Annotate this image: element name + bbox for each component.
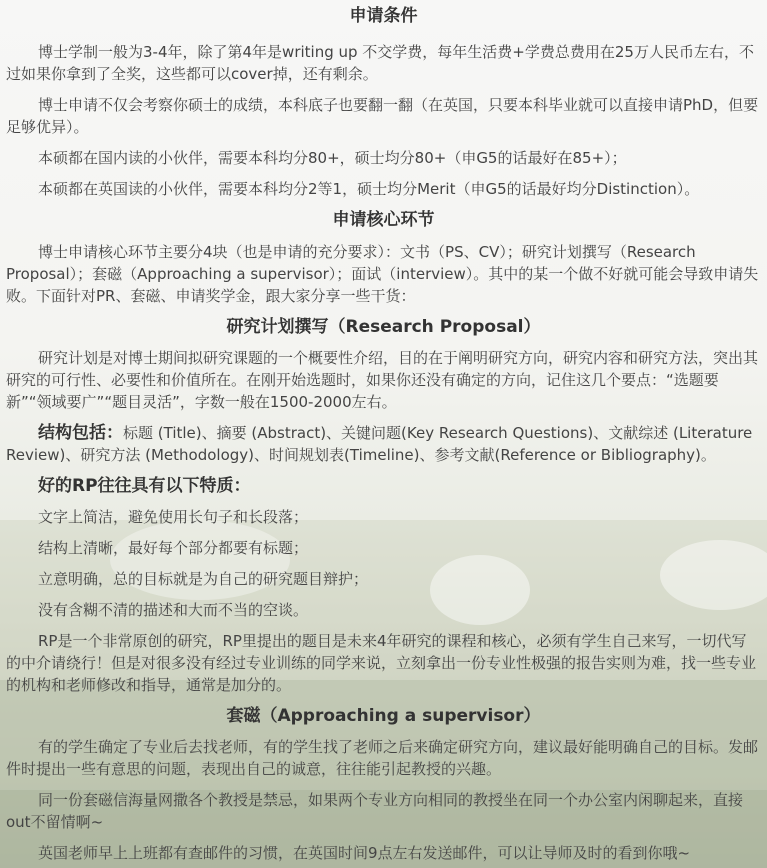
paragraph: 同一份套磁信海量网撒各个教授是禁忌，如果两个专业方向相同的教授坐在同一个办公室内闲聊起来，直接out不留情啊~	[6, 791, 744, 831]
trait-item: 结构上清晰，最好每个部分都要有标题；	[38, 539, 309, 557]
paragraph: 博士申请不仅会考察你硕士的成绩，本科底子也要翻一翻（在英国，只要本科毕业就可以直接申请PhD，但要足够优异）。	[6, 96, 759, 136]
paragraph: 有的学生确定了专业后去找老师，有的学生找了老师之后来确定研究方向，建议最好能明确自己的目标。发邮件时提出一些有意思的问题，表现出自己的诚意，往往能引起教授的兴趣。	[6, 738, 759, 778]
section-research-proposal	[6, 307, 761, 696]
trait-item: 没有含糊不清的描述和大而不当的空谈。	[38, 601, 309, 619]
paragraph: RP是一个非常原创的研究，RP里提出的题目是未来4年研究的课程和核心，必须有学生自己来写，一切代写的中介请绕行！但是对很多没有经过专业训练的同学来说，立刻拿出一份专业性极强的报告实则为难，找一些专业的机构和老师修改和指导，通常是加分的。	[6, 632, 757, 694]
paragraph: 博士学制一般为3-4年，除了第4年是writing up 不交学费，每年生活费+学费总费用在25万人民币左右，不过如果你拿到了全奖，这些都可以cover掉，还有剩余。	[6, 43, 754, 83]
heading-core-steps: 申请核心环节	[332, 210, 435, 230]
paragraph: 英国老师早上上班都有查邮件的习惯，在英国时间9点左右发送邮件，可以让导师及时的看到你哦~	[38, 844, 691, 862]
heading-approaching: 套磁（Approaching a supervisor）	[226, 706, 541, 726]
paragraph: 本硕都在国内读的小伙伴，需要本科均分80+，硕士均分80+（申G5的话最好在85+）；	[38, 149, 627, 167]
structure-text: 标题 (Title)、摘要 (Abstract)、关键问题(Key Research Questions)、文献综述 (Literature Review)、研究方法 (Methodology)、时间规划表(Timeline)、参考文献(Reference or Bibliography)。	[6, 424, 753, 464]
section-apply-conditions	[6, 0, 761, 200]
heading-apply-conditions: 申请条件	[349, 6, 418, 26]
section-approaching	[6, 696, 761, 864]
paragraph: 博士申请核心环节主要分4块（也是申请的充分要求）：文书（PS、CV）；研究计划撰写（Research Proposal）；套磁（Approaching a supervisor）；面试（interview）。其中的某一个做不好就可能会导致申请失败。下面针对PR、套磁、申请奖学金，跟大家分享一些干货：	[6, 243, 759, 305]
section-core-steps	[6, 200, 761, 307]
paragraph: 本硕都在英国读的小伙伴，需要本科均分2等1，硕士均分Merit（申G5的话最好均分Distinction）。	[38, 180, 700, 198]
heading-research-proposal: 研究计划撰写（Research Proposal）	[226, 317, 541, 337]
trait-item: 立意明确，总的目标就是为自己的研究题目辩护；	[38, 570, 369, 588]
paragraph: 研究计划是对博士期间拟研究课题的一个概要性介绍，目的在于阐明研究方向，研究内容和研究方法，突出其研究的可行性、必要性和价值所在。在刚开始选题时，如果你还没有确定的方向，记住这几个要点：“选题要新”“领域要广”“题目灵活”，字数一般在1500-2000左右。	[6, 349, 759, 411]
structure-label: 结构包括：	[38, 423, 123, 443]
traits-heading: 好的RP往往具有以下特质：	[38, 476, 251, 496]
structure-paragraph	[6, 422, 761, 466]
trait-item: 文字上简洁，避免使用长句子和长段落；	[38, 508, 309, 526]
